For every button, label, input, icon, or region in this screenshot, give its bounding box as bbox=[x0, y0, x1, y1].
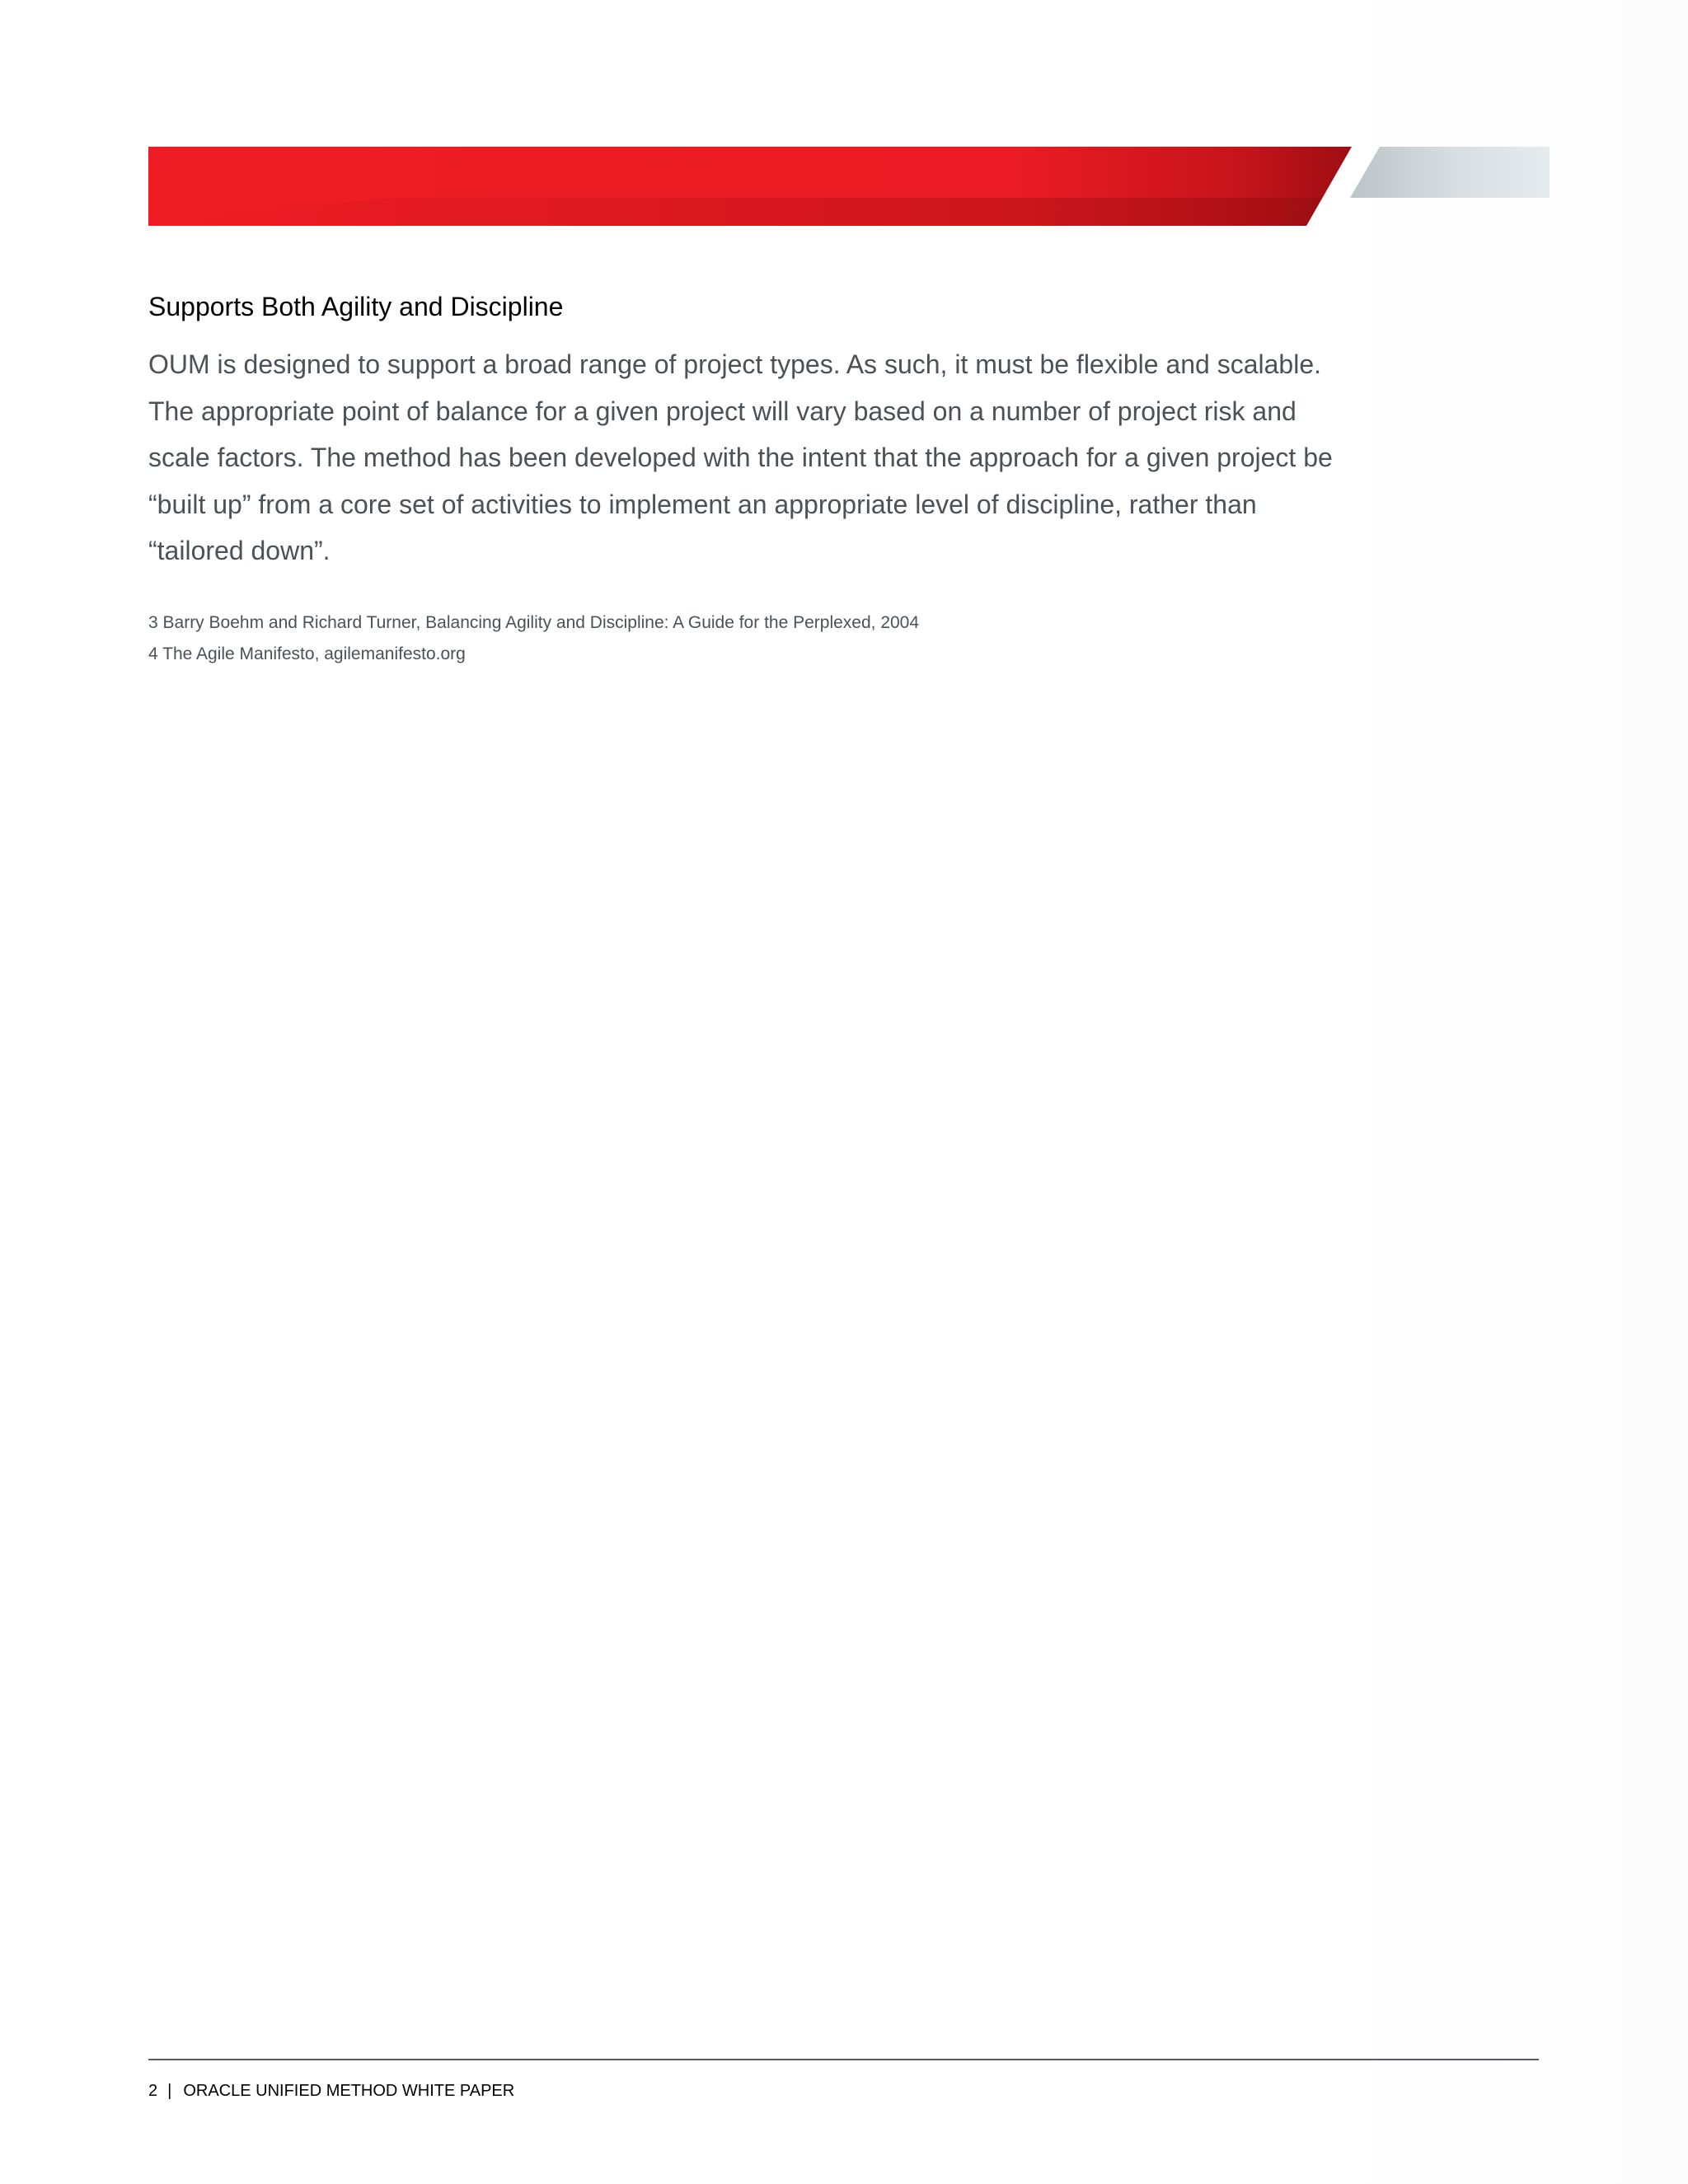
footer-divider bbox=[148, 2059, 1539, 2060]
paragraph-line: The appropriate point of balance for a given project will vary based on a number of project risk and bbox=[148, 396, 1296, 426]
footnote-3: 3 Barry Boehm and Richard Turner, Balancing Agility and Discipline: A Guide for the Perplexed, 2004 bbox=[148, 613, 920, 632]
footnotes bbox=[148, 607, 919, 670]
header-banner bbox=[148, 147, 1550, 226]
banner-gray-bar bbox=[1350, 147, 1550, 198]
page-number: 2 bbox=[148, 2082, 158, 2100]
page-margin-shade bbox=[1319, 0, 1688, 2184]
page-footer bbox=[148, 2082, 514, 2101]
section-heading: Supports Both Agility and Discipline bbox=[148, 292, 564, 321]
document-title: ORACLE UNIFIED METHOD WHITE PAPER bbox=[183, 2082, 515, 2100]
body-paragraph bbox=[148, 341, 1352, 574]
paragraph-line: “tailored down”. bbox=[148, 536, 331, 565]
paragraph-line: scale factors. The method has been developed with the intent that the approach for a given project be bbox=[148, 443, 1333, 472]
paragraph-line: OUM is designed to support a broad range of project types. As such, it must be flexible and scalable. bbox=[148, 349, 1321, 379]
footnote-4: 4 The Agile Manifesto, agilemanifesto.org bbox=[148, 644, 466, 663]
footer-separator: | bbox=[167, 2082, 172, 2100]
paragraph-line: “built up” from a core set of activities to implement an appropriate level of discipline, rather than bbox=[148, 489, 1257, 519]
